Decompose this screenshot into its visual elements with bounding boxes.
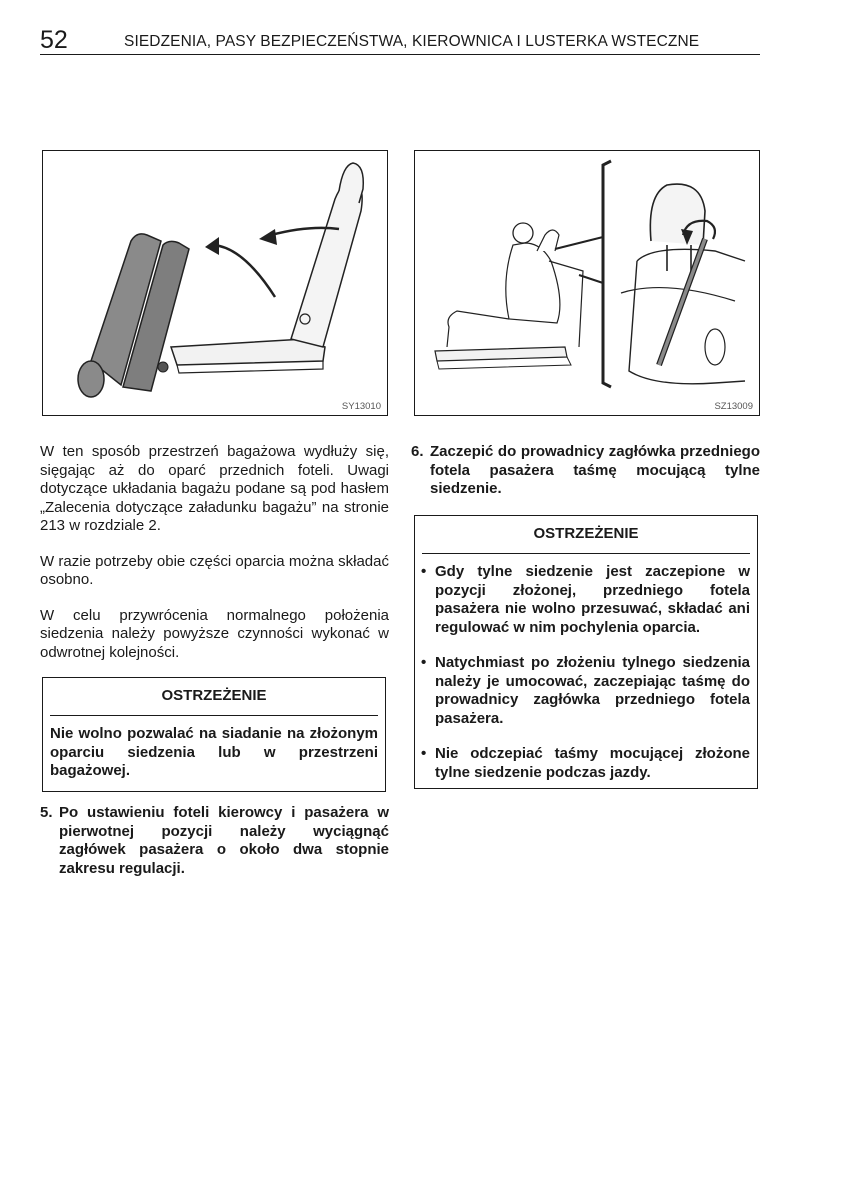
step-5 — [40, 804, 389, 878]
warning-bullet — [421, 563, 750, 637]
step-text: Po ustawieniu foteli kierowcy i pasażera w pierwotnej pozycji należy wyciągnąć zagłówek pasażera o około dwa stopnie zakresu regulacji. — [59, 804, 389, 877]
divider — [50, 715, 378, 716]
bullet-text: Nie odczepiać taśmy mocującej złożone tylne siedzenie podczas jazdy. — [435, 745, 750, 781]
warning-bullet — [421, 745, 750, 782]
page-number: 52 — [40, 26, 68, 54]
step-number: 6. — [411, 443, 424, 460]
figure-folding-seat — [42, 150, 388, 416]
warning-box — [414, 515, 758, 789]
headrest-strap-illustration — [415, 151, 759, 415]
step-number: 5. — [40, 804, 53, 821]
chapter-title: SIEDZENIA, PASY BEZPIECZEŃSTWA, KIEROWNICA I LUSTERKA WSTECZNE — [124, 33, 700, 50]
figure-headrest-strap — [414, 150, 760, 416]
bullet-text: Natychmiast po złożeniu tylnego siedzenia należy je umocować, zaczepiając taśmę do prowadnicy zagłówka przedniego fotela pasażera. — [435, 654, 750, 727]
bullet-icon: • — [421, 745, 427, 762]
warning-title: OSTRZEŻENIE — [161, 687, 267, 704]
paragraph: W celu przywrócenia normalnego położenia siedzenia należy powyższe czynności wykonać w odwrotnej kolejności. — [40, 606, 389, 661]
bullet-text: Gdy tylne siedzenie jest zaczepione w pozycji złożonej, przedniego fotela pasażera nie wolno przesuwać, składać ani regulować w nim pochylenia oparcia. — [435, 563, 750, 636]
left-column — [40, 443, 389, 662]
bullet-icon: • — [421, 563, 427, 580]
warning-bullet — [421, 654, 750, 728]
folding-rear-seat-illustration — [43, 151, 387, 415]
bullet-icon: • — [421, 654, 427, 671]
figure-code: SY13010 — [341, 401, 381, 412]
warning-list — [421, 563, 750, 782]
figure-code: SZ13009 — [714, 401, 753, 412]
warning-box — [42, 677, 386, 792]
paragraph: W razie potrzeby obie części oparcia można składać osobno. — [40, 552, 389, 588]
warning-text: Nie wolno pozwalać na siadanie na złożonym oparciu siedzenia lub w przestrzeni bagażowej. — [50, 725, 378, 779]
paragraph: W ten sposób przestrzeń bagażowa wydłuży się, sięgając aż do oparć przednich foteli. Uwagi dotyczące układania bagażu podane są pod hasłem „Zalecenia dotyczące załadunku bagażu” na stronie 213 w rozdziale 2. — [40, 443, 389, 534]
step-text: Zaczepić do prowadnicy zagłówka przedniego fotela pasażera taśmę mocującą tylne siedzenie. — [430, 443, 760, 497]
step-6 — [411, 443, 760, 499]
divider — [422, 553, 750, 554]
page-header — [40, 26, 760, 55]
warning-title: OSTRZEŻENIE — [533, 525, 639, 542]
